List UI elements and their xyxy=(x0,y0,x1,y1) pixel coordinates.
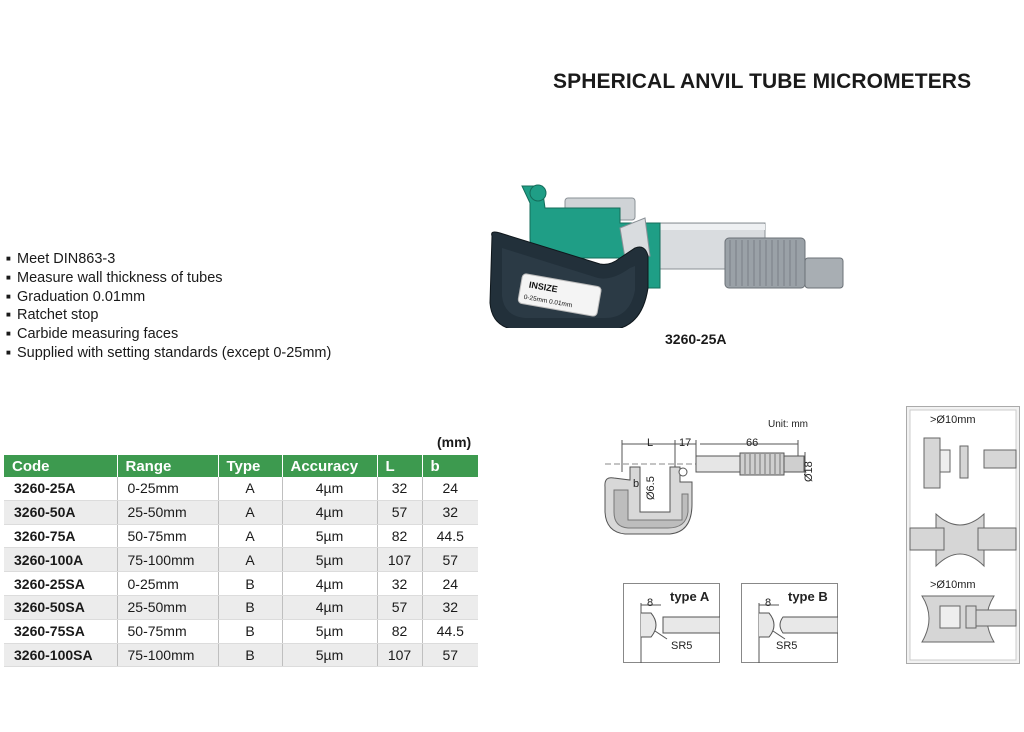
cell-accuracy: 4µm xyxy=(282,477,377,500)
cell-l: 107 xyxy=(377,548,422,572)
cell-range: 0-25mm xyxy=(117,572,218,596)
cell-code: 3260-75A xyxy=(4,524,117,548)
table-header-row xyxy=(4,455,478,477)
cell-l: 107 xyxy=(377,643,422,667)
cell-b: 24 xyxy=(422,572,478,596)
cell-accuracy: 4µm xyxy=(282,572,377,596)
table-row xyxy=(4,595,478,619)
brand-label: INSIZE xyxy=(528,279,559,295)
type-a-label: type A xyxy=(670,589,710,604)
frame-marking: 0-25mm 0.01mm xyxy=(523,293,573,310)
column-header: Range xyxy=(117,455,218,477)
table-row xyxy=(4,548,478,572)
cell-l: 57 xyxy=(377,500,422,524)
cell-b: 44.5 xyxy=(422,524,478,548)
cell-range: 50-75mm xyxy=(117,524,218,548)
column-header: Type xyxy=(218,455,282,477)
dim-17-label: 17 xyxy=(679,437,692,449)
feature-list xyxy=(6,250,331,363)
type-b-sr5: SR5 xyxy=(776,640,798,652)
column-header: Code xyxy=(4,455,117,477)
cell-range: 0-25mm xyxy=(117,477,218,500)
table-row xyxy=(4,643,478,667)
table-units: (mm) xyxy=(437,434,472,450)
cell-l: 32 xyxy=(377,572,422,596)
cell-range: 25-50mm xyxy=(117,500,218,524)
cell-accuracy: 5µm xyxy=(282,643,377,667)
feature-item: ■ Carbide measuring faces xyxy=(6,325,331,344)
cell-b: 44.5 xyxy=(422,619,478,643)
cell-l: 32 xyxy=(377,477,422,500)
cell-code: 3260-25SA xyxy=(4,572,117,596)
cell-b: 57 xyxy=(422,548,478,572)
cell-type: B xyxy=(218,595,282,619)
type-b-label: type B xyxy=(788,589,828,604)
table-row xyxy=(4,572,478,596)
cell-code: 3260-75SA xyxy=(4,619,117,643)
type-a-sr5: SR5 xyxy=(671,640,693,652)
application-top-dim: >Ø10mm xyxy=(930,414,976,426)
cell-range: 25-50mm xyxy=(117,595,218,619)
cell-code: 3260-25A xyxy=(4,477,117,500)
table-row xyxy=(4,500,478,524)
dim-d65-label: Ø6.5 xyxy=(645,476,657,500)
column-header: L xyxy=(377,455,422,477)
page-title: SPHERICAL ANVIL TUBE MICROMETERS xyxy=(553,70,972,93)
dim-d18-label: Ø18 xyxy=(803,461,815,482)
application-bottom-dim: >Ø10mm xyxy=(930,579,976,591)
cell-b: 32 xyxy=(422,595,478,619)
type-b-dim-8: 8 xyxy=(765,597,772,609)
column-header: b xyxy=(422,455,478,477)
cell-type: B xyxy=(218,572,282,596)
cell-b: 32 xyxy=(422,500,478,524)
cell-accuracy: 5µm xyxy=(282,548,377,572)
spec-table xyxy=(4,455,478,667)
cell-accuracy: 4µm xyxy=(282,595,377,619)
cell-type: A xyxy=(218,500,282,524)
cell-code: 3260-50SA xyxy=(4,595,117,619)
feature-item: ■ Graduation 0.01mm xyxy=(6,288,331,307)
cell-accuracy: 5µm xyxy=(282,524,377,548)
feature-item: ■ Measure wall thickness of tubes xyxy=(6,269,331,288)
cell-range: 50-75mm xyxy=(117,619,218,643)
feature-item: ■ Meet DIN863-3 xyxy=(6,250,331,269)
table-row xyxy=(4,619,478,643)
cell-code: 3260-100SA xyxy=(4,643,117,667)
cell-range: 75-100mm xyxy=(117,548,218,572)
cell-code: 3260-100A xyxy=(4,548,117,572)
cell-l: 82 xyxy=(377,524,422,548)
column-header: Accuracy xyxy=(282,455,377,477)
cell-type: A xyxy=(218,548,282,572)
product-model-label: 3260-25A xyxy=(665,331,727,347)
cell-accuracy: 4µm xyxy=(282,500,377,524)
cell-code: 3260-50A xyxy=(4,500,117,524)
cell-type: B xyxy=(218,619,282,643)
cell-l: 82 xyxy=(377,619,422,643)
feature-item: ■ Ratchet stop xyxy=(6,306,331,325)
table-row xyxy=(4,477,478,500)
cell-l: 57 xyxy=(377,595,422,619)
cell-type: B xyxy=(218,643,282,667)
cell-range: 75-100mm xyxy=(117,643,218,667)
dim-b-label: b xyxy=(633,478,640,490)
cell-b: 57 xyxy=(422,643,478,667)
cell-type: A xyxy=(218,477,282,500)
dim-l-label: L xyxy=(647,437,654,449)
type-a-dim-8: 8 xyxy=(647,597,654,609)
application-diagram xyxy=(906,406,1020,664)
table-row xyxy=(4,524,478,548)
cell-b: 24 xyxy=(422,477,478,500)
dim-66-label: 66 xyxy=(746,437,759,449)
feature-item: ■ Supplied with setting standards (except 0-25mm) xyxy=(6,344,331,363)
micrometer-product-image xyxy=(470,178,850,328)
unit-label: Unit: mm xyxy=(768,419,808,430)
cell-accuracy: 5µm xyxy=(282,619,377,643)
cell-type: A xyxy=(218,524,282,548)
